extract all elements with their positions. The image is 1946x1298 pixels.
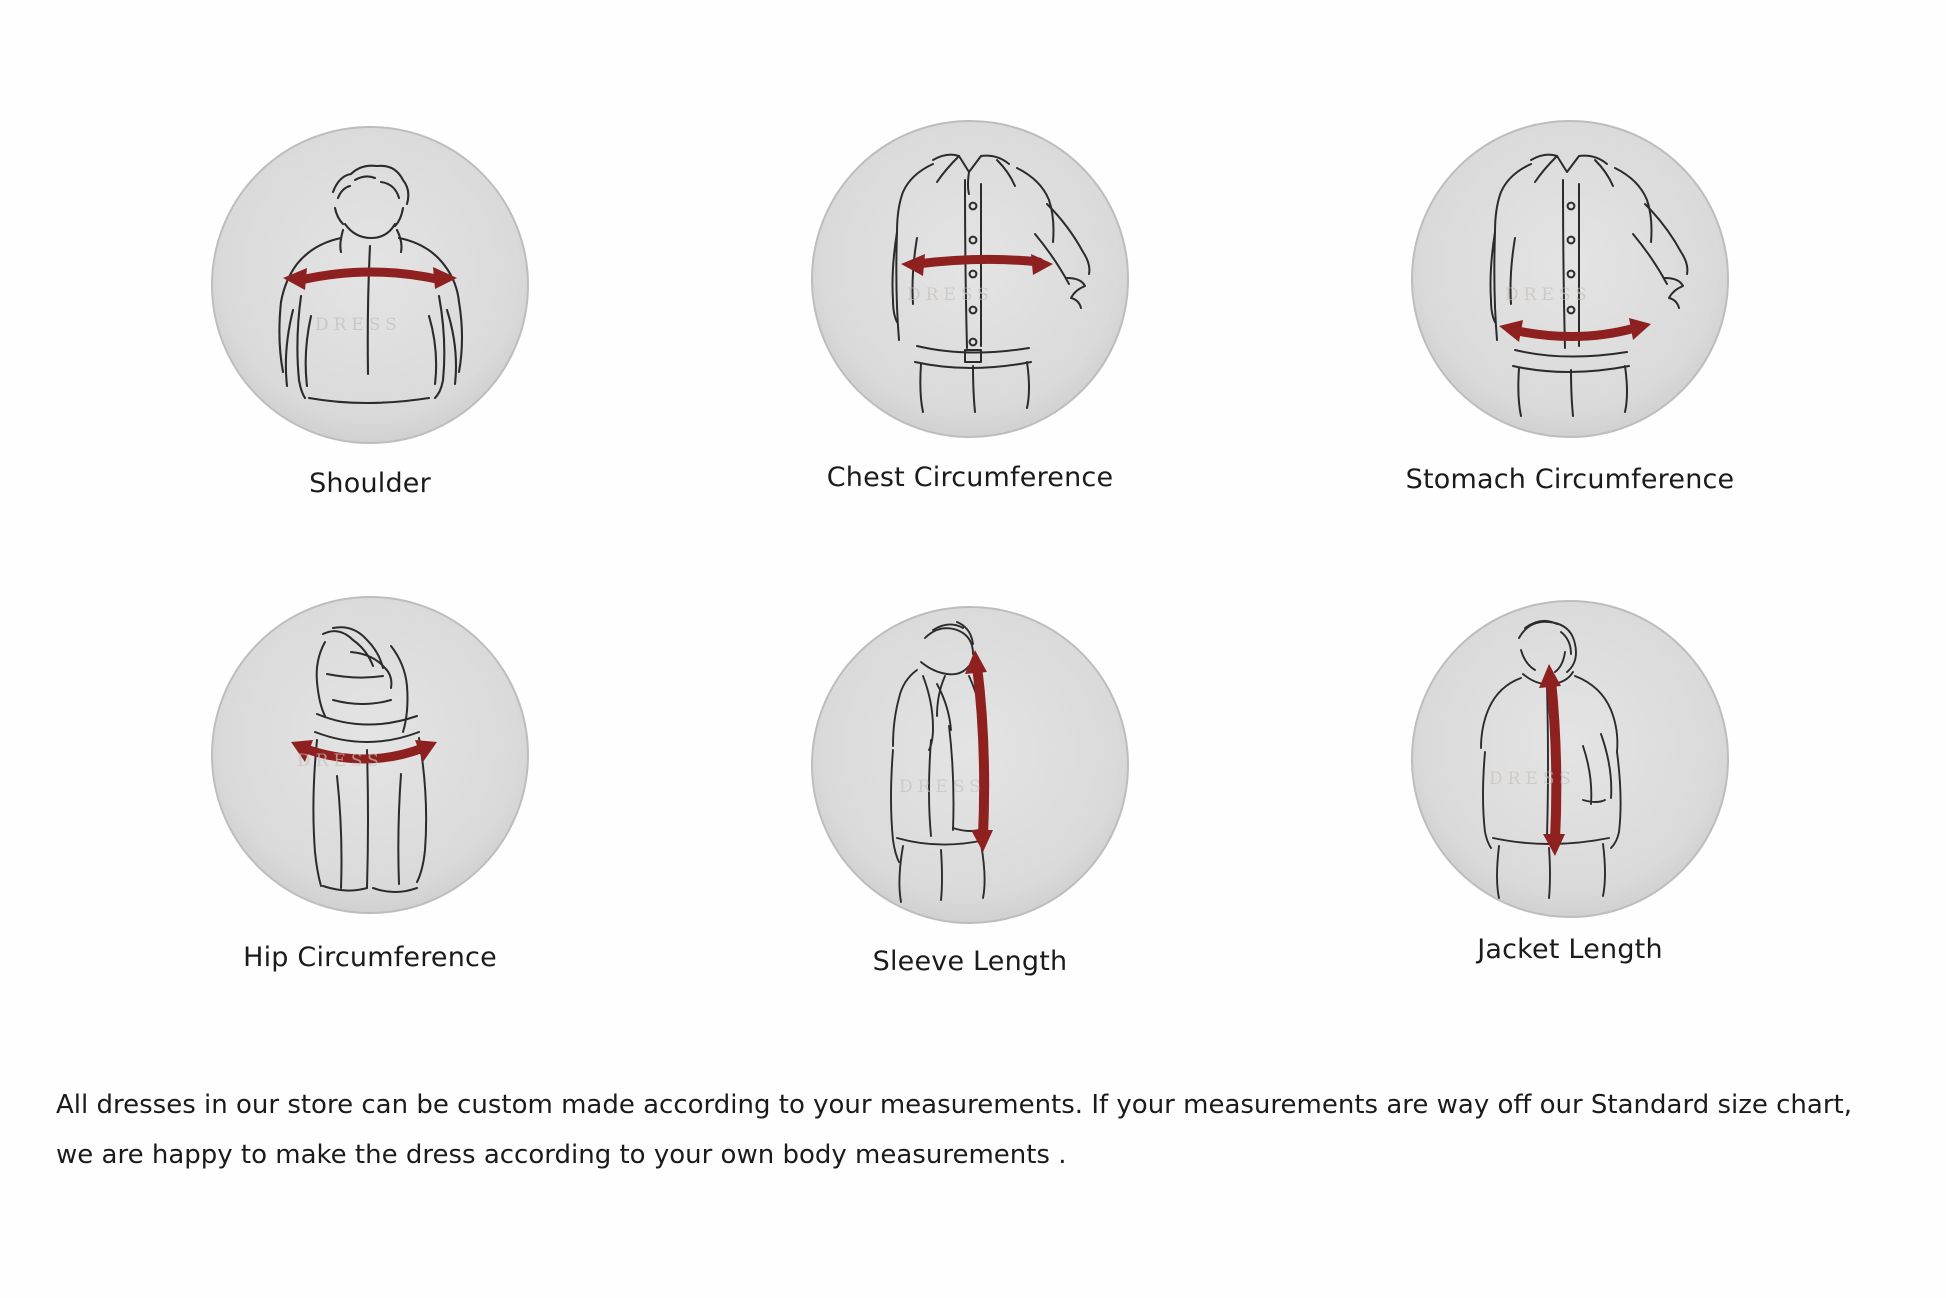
custom-made-note: All dresses in our store can be custom made according to your measurements. If your measurements are way off our Standard size chart, we are happy to make the dress according to your own body measurements . (56, 1090, 1852, 1170)
svg-text:DRESS: DRESS (297, 751, 384, 771)
measurement-label: Chest Circumference (826, 462, 1114, 493)
sleeve-measure-icon (805, 600, 1135, 930)
measurement-item-sleeve-length (670, 590, 1270, 1060)
measurement-label: Hip Circumference (243, 942, 497, 973)
measurement-item-chest-circumference (670, 120, 1270, 590)
hip-measure-icon (205, 590, 535, 920)
svg-text:DRESS: DRESS (907, 285, 994, 305)
measurement-grid (70, 120, 1870, 1060)
measurement-item-shoulder (70, 120, 670, 590)
measurement-label: Jacket Length (1477, 934, 1663, 965)
svg-text:DRESS: DRESS (1489, 769, 1576, 789)
shoulder-measure-icon (205, 120, 535, 450)
measurement-item-jacket-length (1270, 590, 1870, 1060)
chest-measure-icon (805, 114, 1135, 444)
measurement-label: Shoulder (309, 468, 431, 499)
measurement-label: Sleeve Length (872, 946, 1068, 977)
svg-text:DRESS: DRESS (899, 777, 986, 797)
svg-text:DRESS: DRESS (315, 315, 402, 335)
jacket-measure-icon (1405, 594, 1735, 924)
stomach-measure-icon (1405, 114, 1735, 444)
measurement-label: Stomach Circumference (1405, 464, 1735, 495)
measurement-item-hip-circumference (70, 590, 670, 1060)
measurement-item-stomach-circumference (1270, 120, 1870, 590)
svg-text:DRESS: DRESS (1505, 285, 1592, 305)
